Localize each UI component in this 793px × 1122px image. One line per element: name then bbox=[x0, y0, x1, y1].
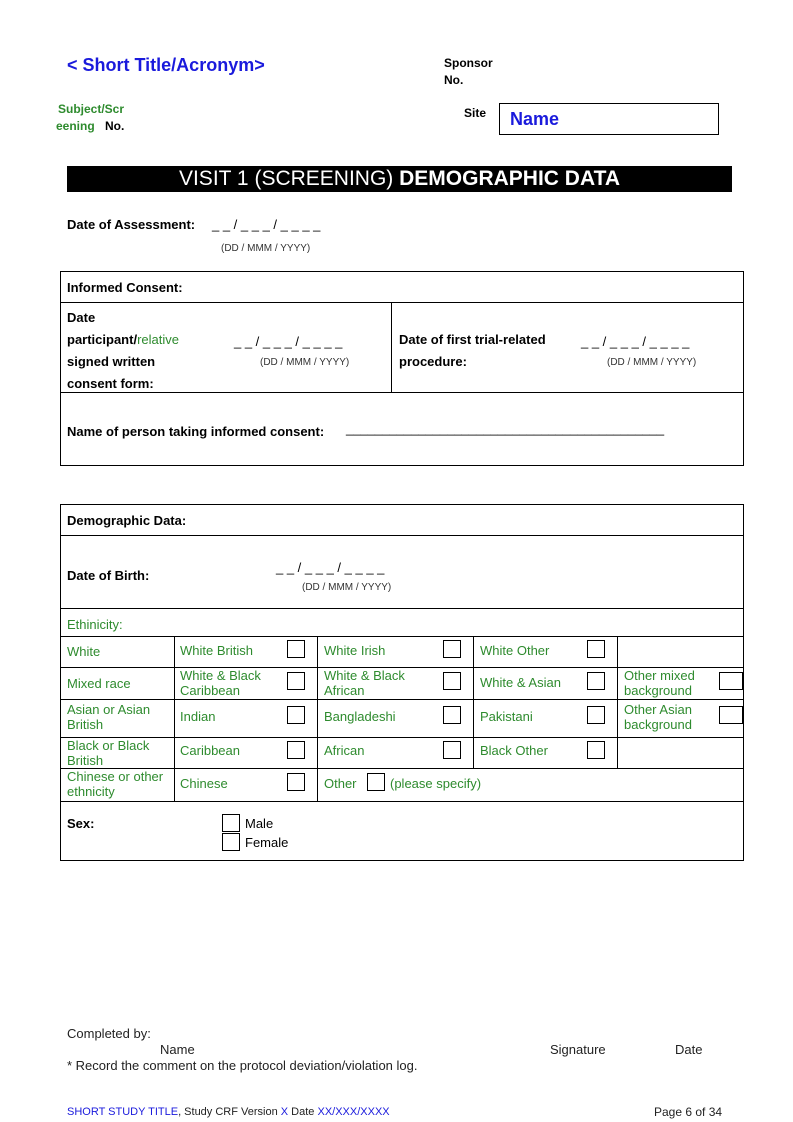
checkbox-white-british[interactable] bbox=[287, 640, 305, 658]
ethnicity-option: White & Black African bbox=[324, 668, 405, 698]
checkbox-african[interactable] bbox=[443, 741, 461, 759]
ethnicity-option: Other Asian background bbox=[624, 702, 692, 732]
checkbox-chinese[interactable] bbox=[287, 773, 305, 791]
site-label: Site bbox=[464, 106, 487, 120]
checkbox-other-asian[interactable] bbox=[719, 706, 743, 724]
demographic-heading: Demographic Data: bbox=[67, 513, 187, 528]
ethnicity-option: Bangladeshi bbox=[324, 709, 396, 724]
completed-name-label: Name bbox=[160, 1042, 195, 1057]
consent-label: Date bbox=[67, 310, 96, 325]
ethnicity-group: Asian or Asian British bbox=[67, 702, 151, 732]
ethnicity-option: White & Asian bbox=[480, 675, 561, 690]
checkbox-caribbean[interactable] bbox=[287, 741, 305, 759]
consent-person-field[interactable]: ____________________________________________ bbox=[346, 421, 665, 436]
sponsor-label: Sponsor bbox=[444, 56, 493, 70]
ethnicity-option: Indian bbox=[180, 709, 216, 724]
consent-label: participant/relative bbox=[67, 332, 179, 347]
date-label: Date bbox=[675, 1042, 703, 1057]
first-procedure-label: procedure: bbox=[399, 354, 467, 369]
sponsor-label-2: No. bbox=[444, 73, 464, 87]
dob-field[interactable]: _ _ / _ _ _ / _ _ _ _ bbox=[276, 560, 385, 575]
date-format: (DD / MMM / YYYY) bbox=[607, 357, 697, 368]
consent-label: consent form: bbox=[67, 376, 154, 391]
subject-label-2: eening bbox=[56, 119, 95, 133]
first-procedure-label: Date of first trial-related bbox=[399, 332, 546, 347]
subject-label-3: No. bbox=[105, 119, 125, 133]
ethnicity-group: Mixed race bbox=[67, 676, 131, 691]
consent-heading: Informed Consent: bbox=[67, 280, 183, 295]
ethnicity-option: Other mixed background bbox=[624, 668, 695, 698]
checkbox-female[interactable] bbox=[222, 833, 240, 851]
consent-label: signed written bbox=[67, 354, 156, 369]
subject-label: Subject/Scr bbox=[58, 102, 125, 116]
checkbox-bangladeshi[interactable] bbox=[443, 706, 461, 724]
ethnicity-group: White bbox=[67, 644, 101, 659]
ethnicity-option: White Irish bbox=[324, 643, 386, 658]
ethnicity-option: Caribbean bbox=[180, 743, 240, 758]
checkbox-male[interactable] bbox=[222, 814, 240, 832]
date-format: (DD / MMM / YYYY) bbox=[302, 582, 392, 593]
ethnicity-option: African bbox=[324, 743, 365, 758]
consent-date-field[interactable]: _ _ / _ _ _ / _ _ _ _ bbox=[234, 334, 343, 349]
checkbox-indian[interactable] bbox=[287, 706, 305, 724]
footer-study-info: SHORT STUDY TITLE, Study CRF Version X Date XX/XXX/XXXX bbox=[67, 1106, 390, 1118]
ethnicity-option: White Other bbox=[480, 643, 550, 658]
checkbox-other-mixed[interactable] bbox=[719, 672, 743, 690]
signature-label: Signature bbox=[550, 1042, 606, 1057]
other-specify-label: (please specify) bbox=[390, 776, 482, 791]
sex-option: Female bbox=[245, 835, 289, 850]
ethnicity-option: Pakistani bbox=[480, 709, 533, 724]
date-format: (DD / MMM / YYYY) bbox=[260, 357, 350, 368]
checkbox-white-black-caribbean[interactable] bbox=[287, 672, 305, 690]
ethnicity-option: White British bbox=[180, 643, 253, 658]
first-procedure-date-field[interactable]: _ _ / _ _ _ / _ _ _ _ bbox=[581, 334, 690, 349]
ethnicity-label: Ethinicity: bbox=[67, 617, 123, 632]
ethnicity-option: Black Other bbox=[480, 743, 548, 758]
site-value: Name bbox=[510, 109, 560, 129]
footnote: * Record the comment on the protocol deviation/violation log. bbox=[67, 1058, 418, 1073]
site-field[interactable] bbox=[499, 103, 719, 135]
checkbox-white-asian[interactable] bbox=[587, 672, 605, 690]
completed-by-label: Completed by: bbox=[67, 1026, 151, 1041]
consent-person-label: Name of person taking informed consent: bbox=[67, 424, 325, 439]
page-title: VISIT 1 (SCREENING) DEMOGRAPHIC DATA bbox=[67, 166, 732, 192]
dob-label: Date of Birth: bbox=[67, 568, 150, 583]
sex-label: Sex: bbox=[67, 816, 95, 831]
date-format: (DD / MMM / YYYY) bbox=[221, 243, 311, 254]
checkbox-white-irish[interactable] bbox=[443, 640, 461, 658]
checkbox-black-other[interactable] bbox=[587, 741, 605, 759]
ethnicity-group: Chinese or other ethnicity bbox=[67, 769, 164, 799]
checkbox-white-other[interactable] bbox=[587, 640, 605, 658]
short-title: < Short Title/Acronym> bbox=[67, 55, 265, 75]
checkbox-white-black-african[interactable] bbox=[443, 672, 461, 690]
sex-option: Male bbox=[245, 816, 274, 831]
assessment-date-field[interactable]: _ _ / _ _ _ / _ _ _ _ bbox=[212, 217, 321, 232]
assessment-label: Date of Assessment: bbox=[67, 217, 196, 232]
ethnicity-group: Black or Black British bbox=[67, 738, 150, 768]
ethnicity-option: Chinese bbox=[180, 776, 228, 791]
ethnicity-option: White & Black Caribbean bbox=[180, 668, 261, 698]
page-number: Page 6 of 34 bbox=[654, 1105, 723, 1119]
ethnicity-option: Other bbox=[324, 776, 357, 791]
checkbox-other-ethnicity[interactable] bbox=[367, 773, 385, 791]
checkbox-pakistani[interactable] bbox=[587, 706, 605, 724]
